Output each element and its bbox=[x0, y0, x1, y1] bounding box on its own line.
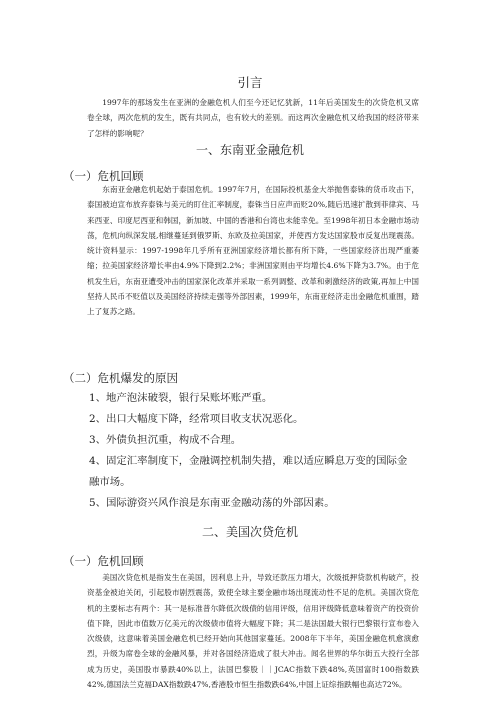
list-item: 5、国际游资兴风作浪是东南亚金融动荡的外部因素。 bbox=[89, 497, 335, 509]
section2-sub1-heading: （一）危机回顾 bbox=[63, 554, 144, 568]
list-item: 2、出口大幅度下降，经常项目收支状况恶化。 bbox=[89, 413, 304, 425]
intro-paragraph: 1997年的那场发生在亚洲的金融危机人们至今还记忆犹新，11年后美国发生的次贷危机又席卷全球，两次危机的发生，既有共同点，也有较大的差别。而这两次金融危机又给我国的经济带来了怎样的影响呢？ bbox=[87, 98, 419, 138]
section1-heading: 一、东南亚金融危机 bbox=[195, 143, 304, 157]
section2-sub1-paragraph: 美国次贷危机是指发生在美国，因利息上升，导致还款压力增大，次级抵押贷款机构破产，投资基金被迫关闭，引起股市剧烈震荡，致使全球主要金融市场出现流动性不足的危机。美国次贷危机的主要标志有两个：其一是标准普尔降低次级债的信用评级，信用评级降低意味着资产的投资价值下降，因此市值数万亿美元的次级债市值将大幅度下降；其二是法国最大银行巴黎银行宣布卷入次级债，这意味着美国金融危机已经开始向其他国家蔓延。2008年下半年，美国金融危机愈演愈烈，升级为席卷全球的金融风暴，并对各国经济造成了很大冲击。闻名世界的华尔街五大投行全部成为历史，美国股市暴跌40%以上，法国巴黎股｜｜JCAC指数下跌48%,英国富时100指数跌42%,德国法兰克福DAX指数跌47%,香港股市恒生指数跌64%,中国上证综指跌幅也高达72%。 bbox=[87, 573, 419, 690]
section1-sub1-paragraph: 东南亚金融危机起始于泰国危机。1997年7月，在国际投机基金大举抛售泰铢的货币攻击下，泰国被迫宣布放弃泰铢与美元的盯住汇率制度，泰铢当日应声而贬20%,随后迅速扩散到菲律宾、马来西亚、印度尼西亚和韩国，新加坡、中国的香港和台湾也未能幸免。至1998年初日本金融市场动荡，危机向纵深发展,相继蔓延到俄罗斯、东欧及拉美国家，并使西方发达国家股市反复出现震荡。统计资料显示：1997-1998年几乎所有亚洲国家经济增长都有所下降，一些国家经济出现严重萎缩；拉美国家经济增长率由4.9%下降到2.2%；非洲国家则由平均增长4.6%下降为3.7%。由于危机发生后，东南亚遭受冲击的国家深化改革并采取一系列调整、改革和刺激经济的政策,再加上中国坚持人民币不贬值以及美国经济持续走强等外部因素，1999年，东南亚经济走出金融危机重围，踏上了复苏之路。 bbox=[87, 185, 419, 317]
section1-sub2-heading: （二）危机爆发的原因 bbox=[63, 371, 178, 385]
section1-sub1-heading: （一）危机回顾 bbox=[63, 169, 144, 183]
causes-list bbox=[87, 388, 417, 514]
list-item: 3、外债负担沉重，构成不合理。 bbox=[89, 434, 242, 446]
section2-heading: 二、美国次贷危机 bbox=[201, 525, 298, 539]
intro-heading: 引言 bbox=[237, 75, 263, 90]
list-item: 4、固定汇率制度下，金融调控机制失措，难以适应瞬息万变的国际金融市场。 bbox=[89, 455, 408, 488]
list-item: 1、地产泡沫破裂，银行呆账坏账严重。 bbox=[89, 392, 273, 404]
